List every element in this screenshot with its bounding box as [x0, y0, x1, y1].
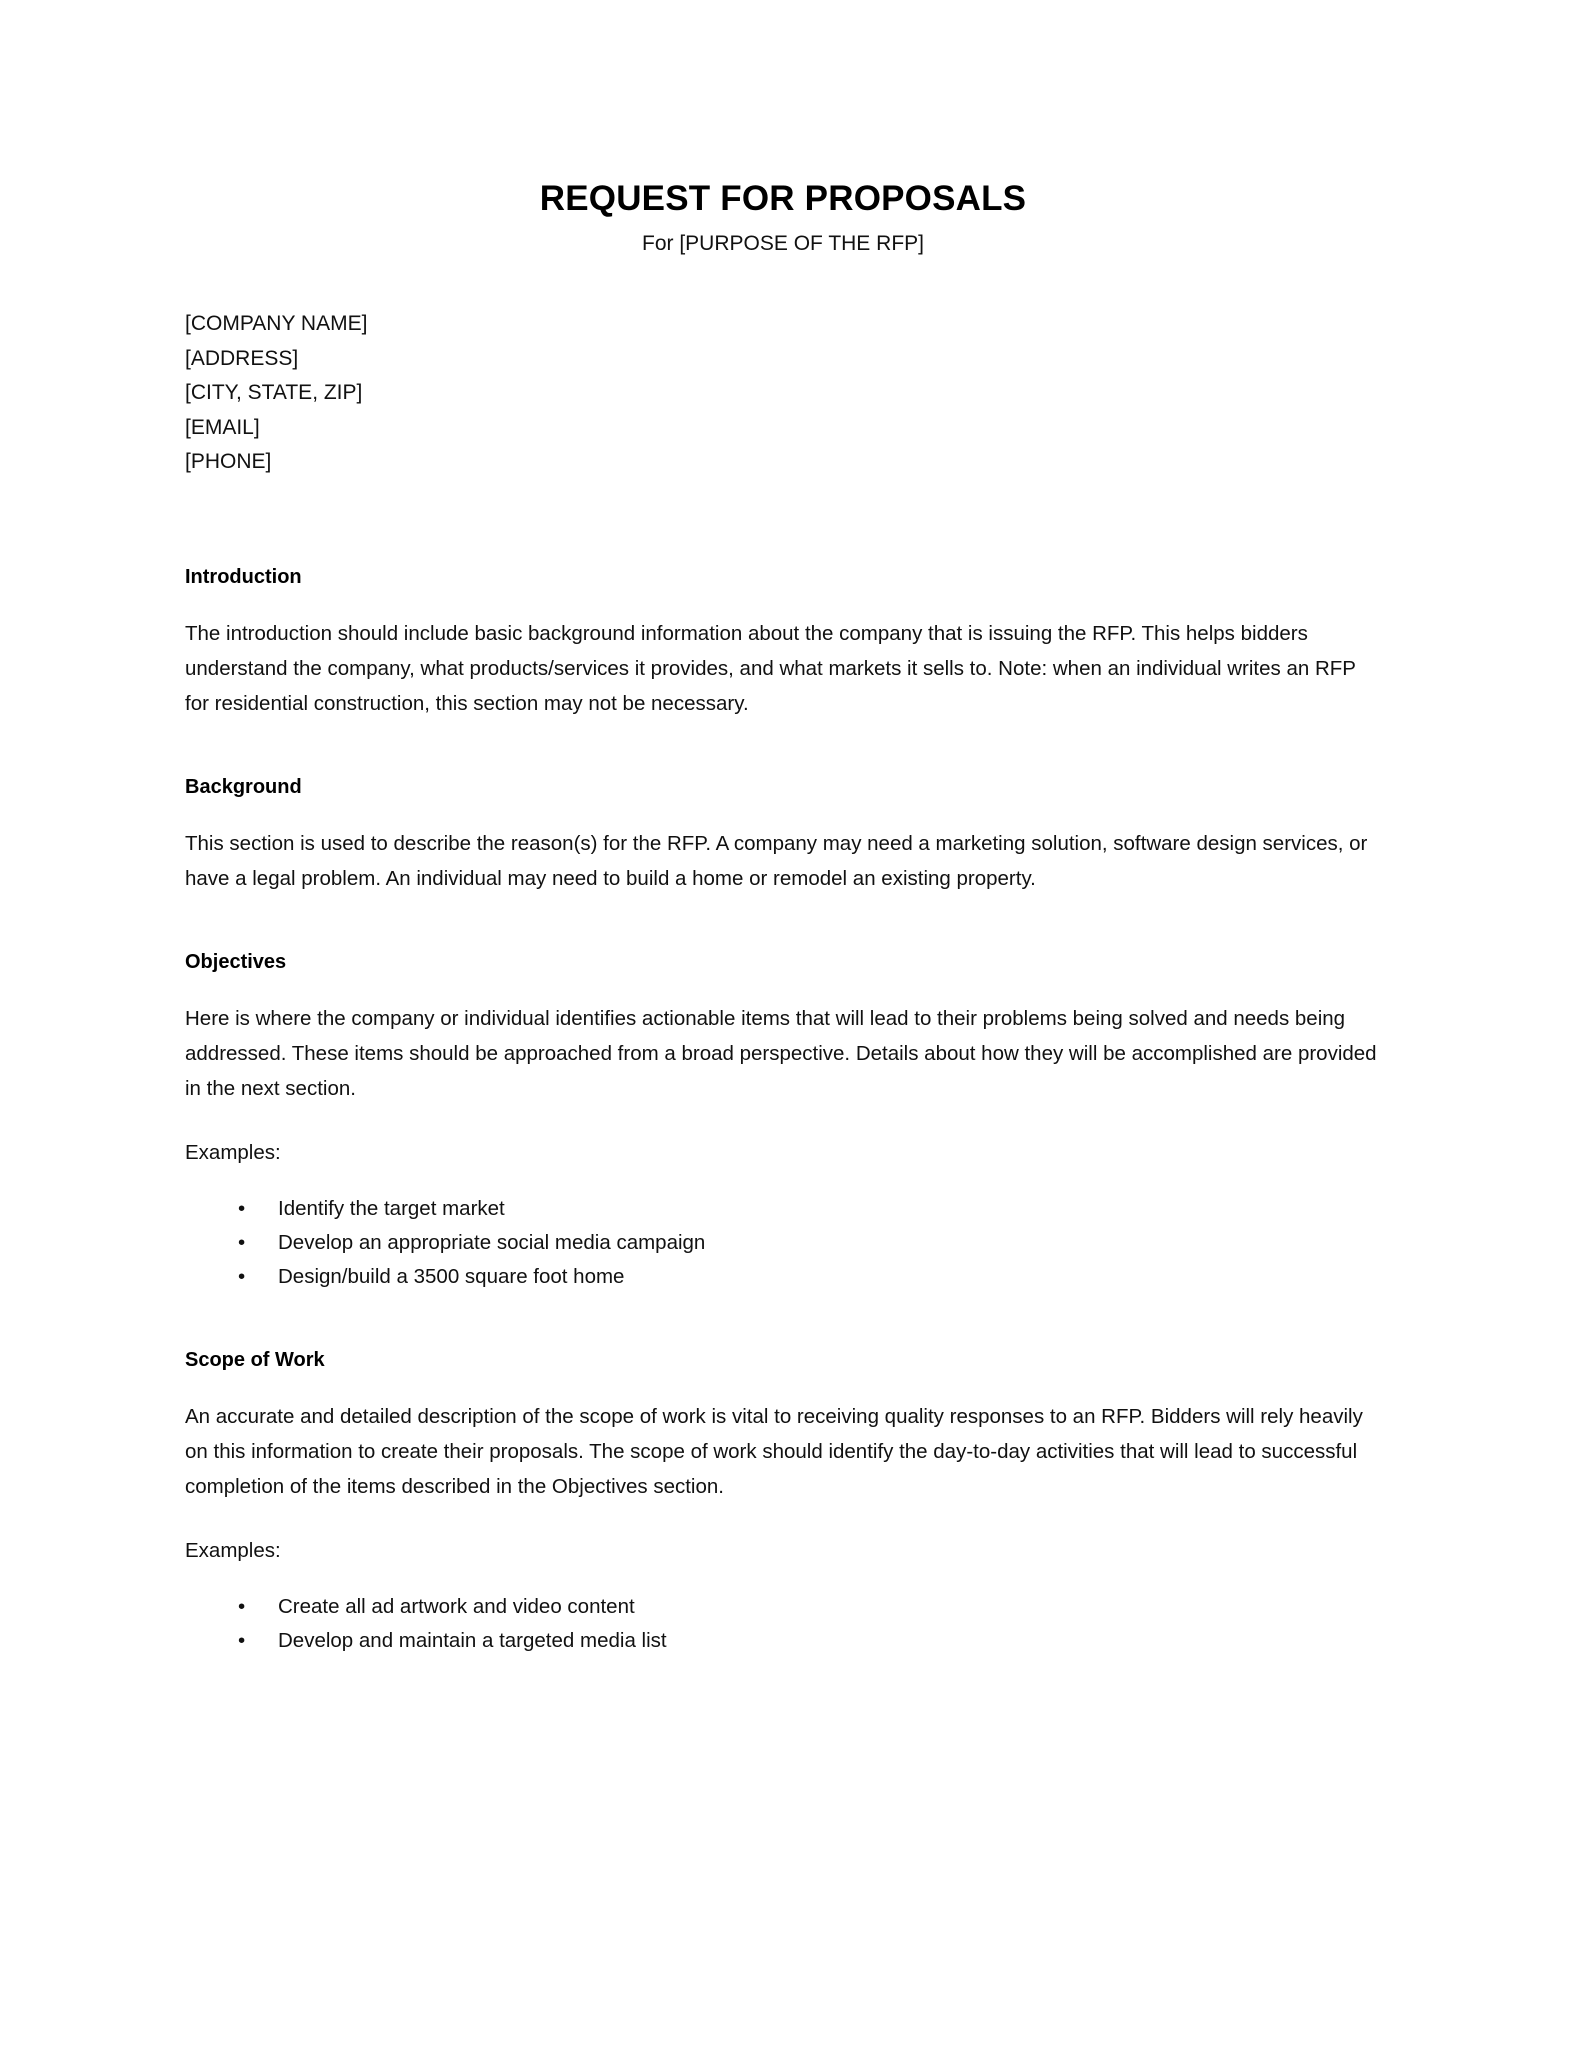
title-block: [185, 0, 1381, 257]
contact-line-email: [EMAIL]: [185, 415, 260, 439]
section-heading-objectives: Objectives: [185, 950, 287, 973]
section-paragraph-scope-of-work: An accurate and detailed description of the scope of work is vital to receiving quality responses to an RFP. Bidders will rely heavily on this information to create their proposals. The scope of work should identify the day-to-day activities that will lead to successful completion of the items described in the Objectives section.: [185, 1404, 1363, 1498]
section-scope-of-work: [185, 1347, 1381, 1658]
section-paragraph-objectives: Here is where the company or individual identifies actionable items that will lead to their problems being solved and needs being addressed. These items should be approached from a broad perspective. Details about how they will be accomplished are provided in the next section.: [185, 1006, 1377, 1100]
section-heading-background: Background: [185, 775, 302, 798]
list-item-label: Develop and maintain a targeted media list: [278, 1628, 667, 1652]
section-introduction: [185, 564, 1381, 721]
contact-block: [185, 307, 1381, 480]
contact-line-city-state-zip: [CITY, STATE, ZIP]: [185, 381, 363, 405]
section-heading-introduction: Introduction: [185, 565, 302, 588]
list-item: [185, 1226, 1381, 1260]
document-content: [185, 0, 1381, 1658]
list-item-label: Create all ad artwork and video content: [278, 1594, 635, 1618]
contact-line-address: [ADDRESS]: [185, 346, 299, 370]
list-item: [185, 1192, 1381, 1226]
bullet-list-scope-of-work: [185, 1590, 1381, 1658]
examples-label-objectives: Examples:: [185, 1140, 281, 1164]
bullet-point-icon: •: [238, 1196, 246, 1220]
section-heading-scope-of-work: Scope of Work: [185, 1348, 325, 1371]
list-item: [185, 1590, 1381, 1624]
examples-label-scope-of-work: Examples:: [185, 1538, 281, 1562]
list-item-label: Design/build a 3500 square foot home: [278, 1264, 625, 1288]
list-item-label: Identify the target market: [278, 1196, 505, 1220]
list-item: [185, 1624, 1381, 1658]
bullet-point-icon: •: [238, 1230, 246, 1254]
contact-line-company: [COMPANY NAME]: [185, 312, 368, 336]
section-objectives: [185, 949, 1381, 1294]
bullet-point-icon: •: [238, 1628, 246, 1652]
section-paragraph-background: This section is used to describe the reason(s) for the RFP. A company may need a marketing solution, software design services, or have a legal problem. An individual may need to build a home or remodel an existing property.: [185, 831, 1368, 890]
page-title: REQUEST FOR PROPOSALS: [539, 179, 1027, 218]
bullet-point-icon: •: [238, 1594, 246, 1618]
list-item: [185, 1260, 1381, 1294]
section-background: [185, 774, 1381, 896]
contact-line-phone: [PHONE]: [185, 450, 272, 474]
section-paragraph-introduction: The introduction should include basic background information about the company that is issuing the RFP. This helps bidders understand the company, what products/services it provides, and what markets it sells to. Note: when an individual writes an RFP for residential construction, this section may not be necessary.: [185, 621, 1356, 715]
list-item-label: Develop an appropriate social media campaign: [278, 1230, 706, 1254]
page-subtitle: For [PURPOSE OF THE RFP]: [642, 232, 924, 255]
bullet-point-icon: •: [238, 1264, 246, 1288]
bullet-list-objectives: [185, 1192, 1381, 1294]
